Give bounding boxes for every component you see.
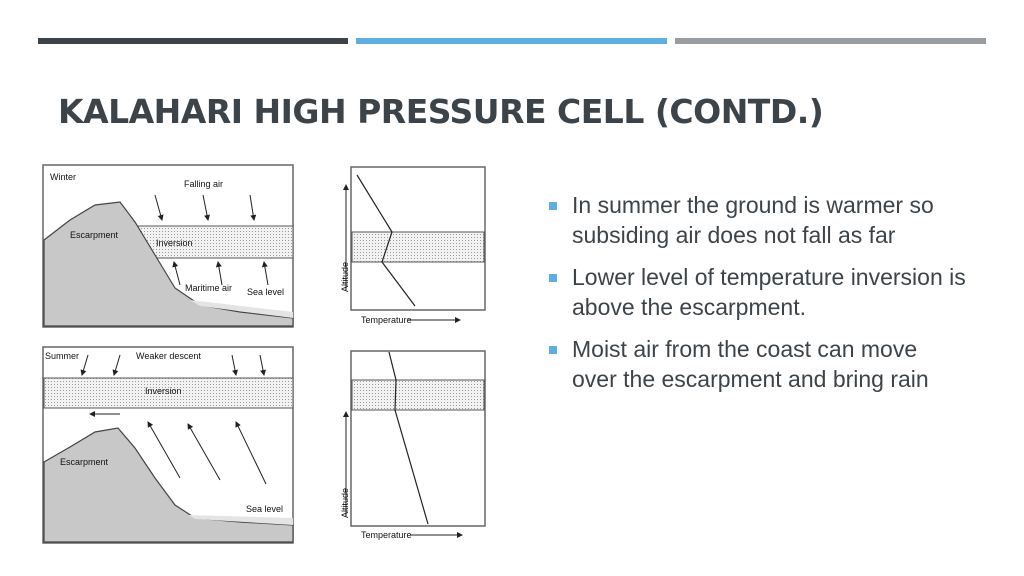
summer-weaker-descent-label: Weaker descent bbox=[136, 351, 201, 361]
winter-maritime-air-label: Maritime air bbox=[185, 283, 233, 293]
graph-bottom-inversion-band bbox=[352, 380, 484, 410]
winter-sea-level-label: Sea level bbox=[247, 287, 285, 297]
winter-label: Winter bbox=[50, 172, 77, 182]
graph-top-x-label: Temperature bbox=[361, 315, 412, 325]
winter-inversion-label: Inversion bbox=[156, 238, 193, 248]
bullet-item: Moist air from the coast can move over the escarpment and bring rain bbox=[546, 334, 966, 394]
graph-bottom bbox=[340, 351, 485, 540]
summer-label: Summer bbox=[45, 351, 80, 361]
bullet-item: In summer the ground is warmer so subsiding air does not fall as far bbox=[546, 190, 966, 250]
winter-diagram bbox=[43, 165, 293, 327]
graph-top-y-label: Altitude bbox=[340, 261, 350, 292]
summer-diagram bbox=[43, 347, 293, 543]
winter-escarpment-label: Escarpment bbox=[70, 230, 119, 240]
summer-sea-level-label: Sea level bbox=[246, 504, 284, 514]
graph-top bbox=[340, 167, 485, 325]
slide-title: KALAHARI HIGH PRESSURE CELL (CONTD.) bbox=[58, 92, 824, 131]
graph-bottom-x-label: Temperature bbox=[361, 530, 412, 540]
bullet-list bbox=[546, 190, 966, 406]
summer-inversion-label: Inversion bbox=[145, 386, 182, 396]
bullet-item: Lower level of temperature inversion is above the escarpment. bbox=[546, 262, 966, 322]
winter-falling-air-label: Falling air bbox=[184, 179, 224, 189]
graph-top-inversion-band bbox=[352, 232, 484, 262]
graph-bottom-y-label: Altitude bbox=[340, 487, 350, 518]
summer-escarpment-label: Escarpment bbox=[60, 457, 109, 467]
